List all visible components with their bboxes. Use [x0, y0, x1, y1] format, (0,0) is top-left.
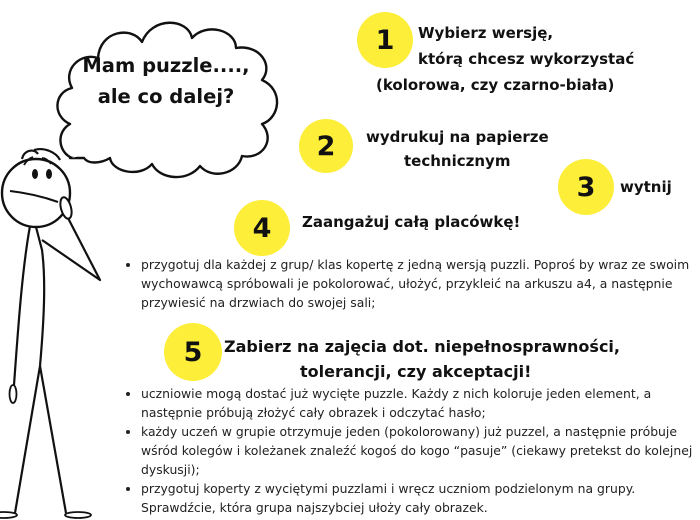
step-2-number: 2	[316, 130, 336, 162]
step-5-number: 5	[183, 336, 203, 368]
figure-head	[2, 159, 70, 227]
step-4-bullet: przygotuj dla każdej z grup/ klas kopertę z jedną wersją puzzli. Poproś by wraz ze swoim wychowawcą spróbowali je pokolorować, ułożyć, przykleić na arkuszu a4, a następnie przywiesić na drzwiach do swojej sali;	[119, 255, 700, 312]
step-5-bullet-1: uczniowie mogą dostać już wycięte puzzle. Każdy z nich koloruje jeden element, a następnie próbują złożyć cały obrazek i odczytać hasło;	[119, 384, 700, 422]
step-5-heading-line-1: Zabierz na zajęcia dot. niepełnosprawności,	[224, 337, 620, 356]
step-1-line-3: (kolorowa, czy czarno-biała)	[376, 76, 615, 94]
step-5-bullet-3: przygotuj koperty z wyciętymi puzzlami i wręcz uczniom podzielonym na grupy. Sprawdźcie, która grupa najszybciej ułoży cały obrazek.	[119, 479, 700, 517]
step-1-line-2: którą chcesz wykorzystać	[418, 50, 635, 68]
thought-bubble-line-1: Mam puzzle....,	[82, 54, 250, 77]
step-5-number-badge	[164, 323, 222, 381]
step-4-number: 4	[252, 212, 272, 244]
step-4-heading: Zaangażuj całą placówkę!	[302, 213, 521, 231]
step-5-bullet-list	[119, 384, 700, 517]
bullet-dot-icon	[126, 263, 130, 267]
step-3-number-badge	[558, 159, 614, 215]
step-3-line-1: wytnij	[620, 178, 672, 196]
step-2-number-badge	[299, 119, 353, 173]
step-4-number-badge	[234, 200, 290, 256]
step-1-number-badge	[357, 12, 413, 68]
step-4-bullet-list	[119, 255, 700, 312]
thought-bubble-line-2: ale co dalej?	[97, 85, 235, 108]
step-5-heading-line-2: tolerancji, czy akceptacji!	[300, 362, 532, 381]
bullet-dot-icon	[126, 430, 130, 434]
step-2-line-1: wydrukuj na papierze	[366, 128, 549, 146]
bullet-dot-icon	[126, 487, 130, 491]
bullet-dot-icon	[126, 392, 130, 396]
step-3-number: 3	[576, 171, 596, 203]
step-5-bullet-2: każdy uczeń w grupie otrzymuje jeden (pokolorowany) już puzzel, a następnie próbuje wśród kolegów i koleżanek znaleźć kogoś do kogo “pasuje” (ciekawy pretekst do kolejnej dyskusji);	[119, 422, 700, 479]
thought-bubble-text	[56, 50, 276, 112]
step-1-number: 1	[375, 24, 395, 56]
step-2-line-2: technicznym	[404, 152, 511, 170]
step-1-line-1: Wybierz wersję,	[418, 24, 554, 42]
